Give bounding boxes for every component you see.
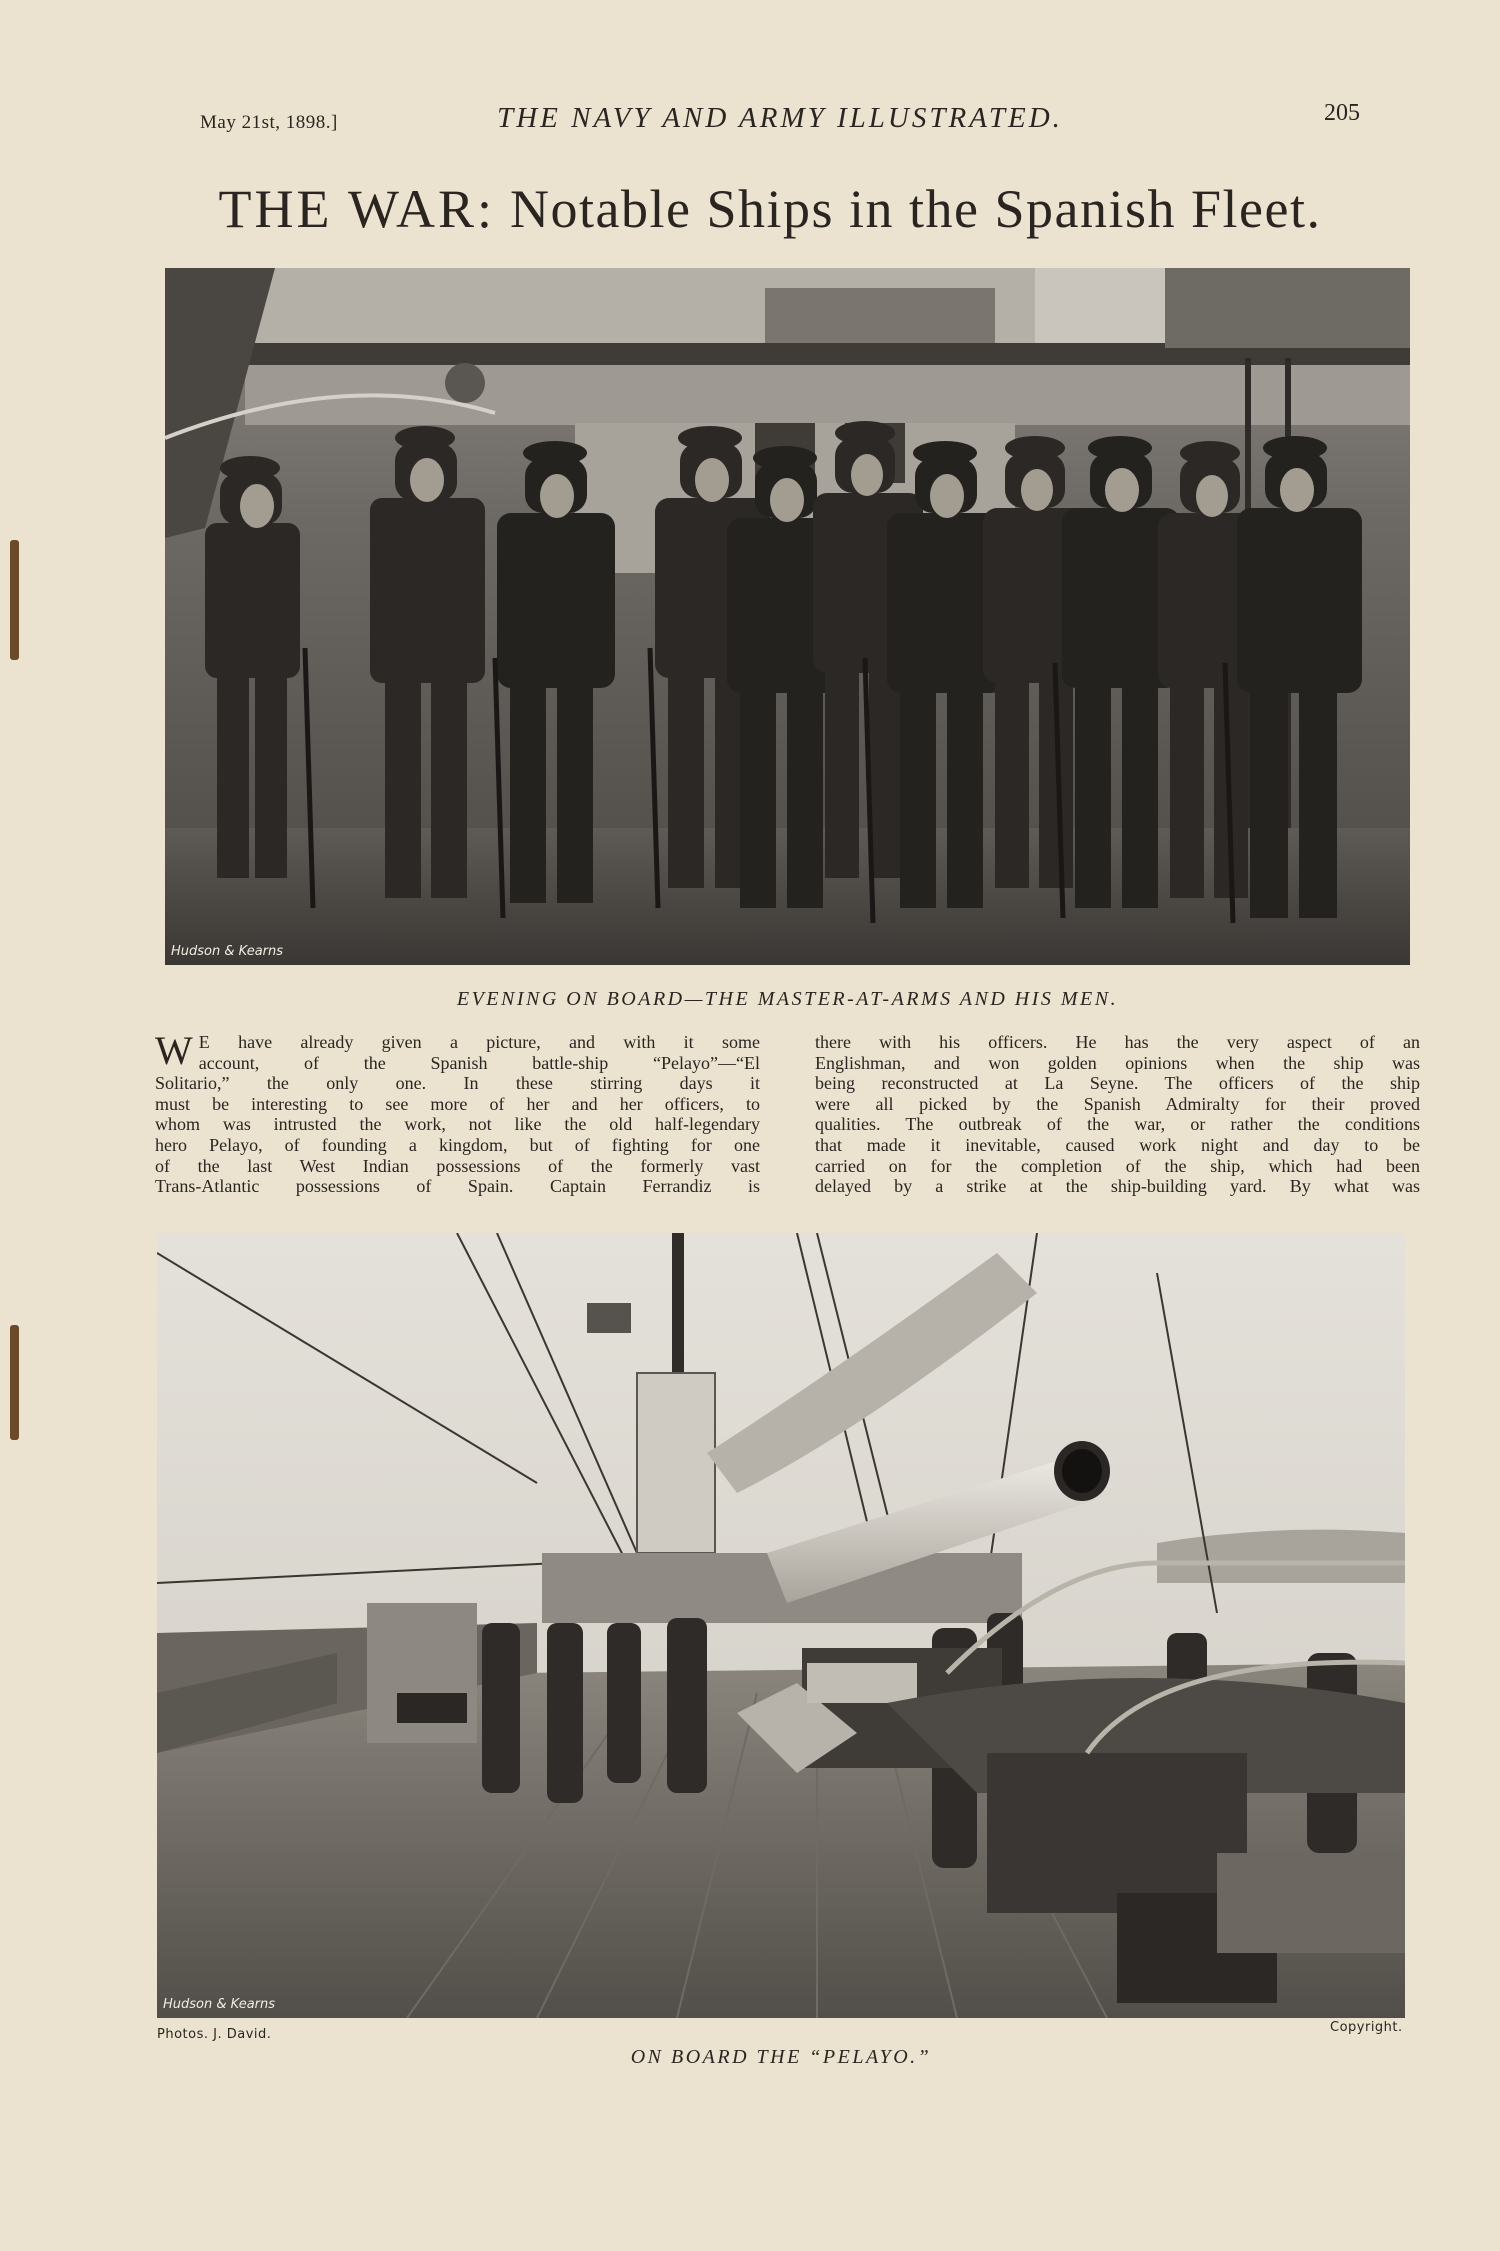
deck-photo-illustration [157,1233,1405,2018]
text-line: carried on for the completion of the ship, which had been [815,1155,1420,1176]
photo-caption: ON BOARD THE “PELAYO.” [630,2046,932,2068]
text-line: being reconstructed at La Seyne. The officers of the ship [815,1073,1420,1094]
running-head [200,100,1360,140]
binding-stain [10,1325,19,1440]
headline-rest: Notable Ships in the Spanish Fleet. [510,179,1322,239]
engraver-mark: Hudson & Kearns [163,1997,276,2012]
copyright-notice: Copyright. [1330,2020,1403,2035]
page-number: 205 [1324,100,1360,126]
article-column-right [815,1032,1420,1197]
text-line: qualities. The outbreak of the war, or rather the conditions [815,1114,1420,1135]
drop-cap: W [155,1028,193,1073]
text-line: Englishman, and won golden opinions when the ship was [815,1052,1420,1073]
crew-photo-illustration [165,268,1410,965]
engraver-mark: Hudson & Kearns [171,944,284,959]
text-line: whom was intrusted the work, not like the old half-legendary [155,1114,760,1135]
headline-lead: THE WAR: [218,179,496,239]
photo-on-board-pelayo [157,1233,1405,2018]
text-line: must be interesting to see more of her and her officers, to [155,1093,760,1114]
article-column-left [155,1028,760,1197]
binding-stain [10,540,19,660]
text-line: E have already given a picture, and with it some [198,1032,760,1052]
photo-caption: EVENING ON BOARD—THE MASTER-AT-ARMS AND HIS MEN. [456,988,1119,1010]
issue-date: May 21st, 1898.] [200,112,338,133]
text-line: Trans-Atlantic possessions of Spain. Captain Ferrandiz is [155,1176,760,1197]
publication-title: THE NAVY AND ARMY ILLUSTRATED. [497,102,1063,134]
text-line: that made it inevitable, caused work night and day to be [815,1134,1420,1155]
text-line: delayed by a strike at the ship-building yard. By what was [815,1176,1420,1197]
article-headline [160,178,1380,240]
text-line: hero Pelayo, of founding a kingdom, but of fighting for one [155,1134,760,1155]
photo-master-at-arms-and-men [165,268,1410,965]
text-line: there with his officers. He has the very aspect of an [815,1032,1420,1052]
text-line: of the last West Indian possessions of the formerly vast [155,1155,760,1176]
photo-credit: Photos. J. David. [157,2027,272,2042]
text-line: were all picked by the Spanish Admiralty for their proved [815,1093,1420,1114]
text-line: account, of the Spanish battle-ship “Pelayo”—“El [198,1052,760,1073]
text-line: Solitario,” the only one. In these stirring days it [155,1073,760,1094]
